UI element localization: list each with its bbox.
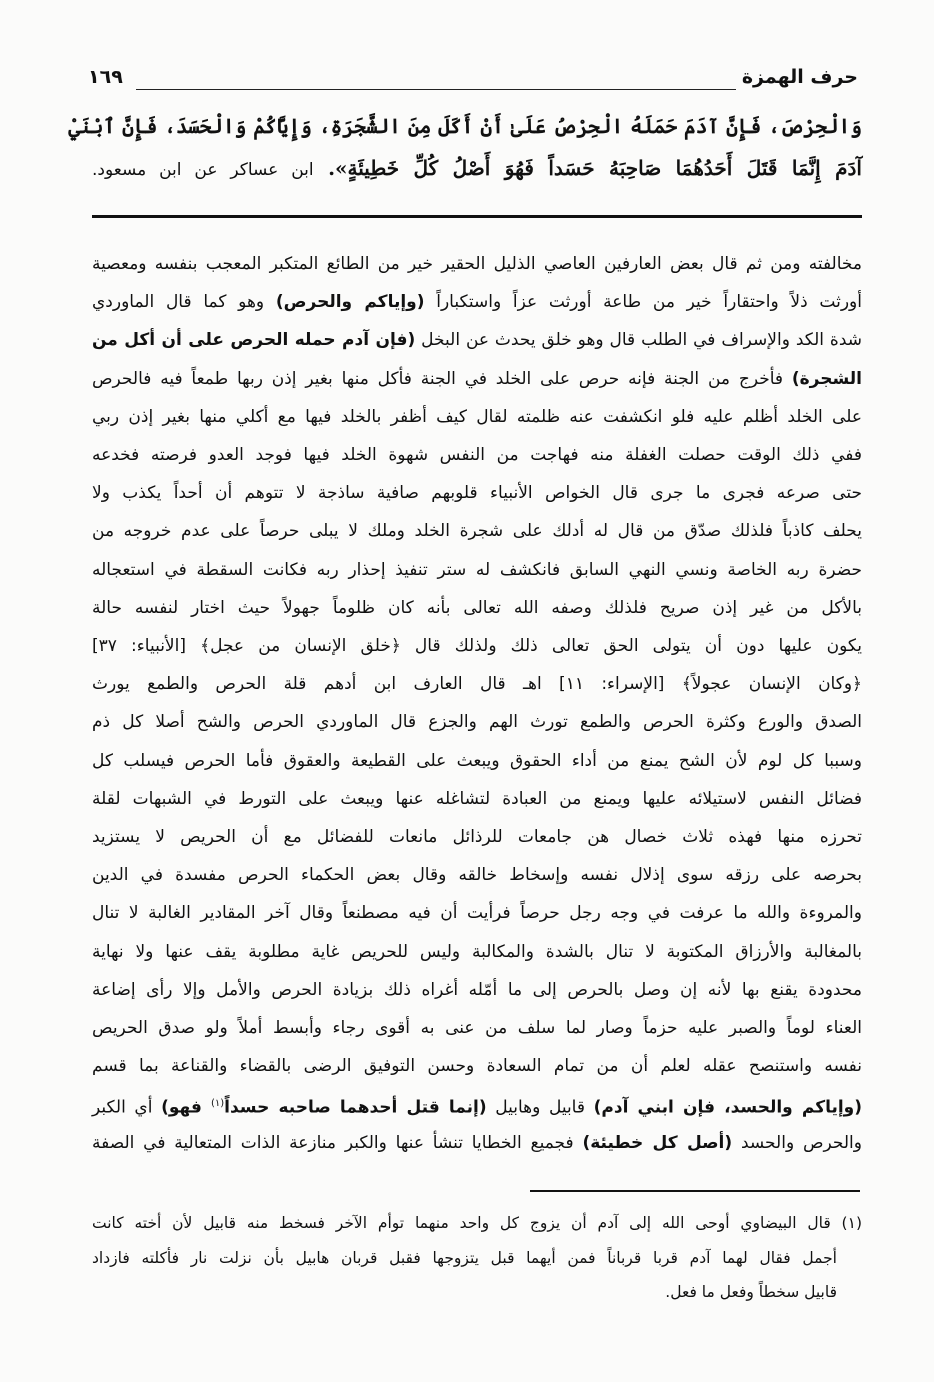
hadith-quote: (إنما قتل أحدهما صاحبه حسداً [224, 1098, 487, 1119]
body-line [92, 443, 862, 467]
body-line [92, 749, 862, 773]
body-line [92, 1054, 862, 1078]
body-line [92, 367, 862, 391]
hadith-line [92, 156, 862, 180]
body-line [92, 290, 862, 314]
body-text: قابيل وهابيل [486, 1098, 594, 1119]
body-text: حضرة ربه الخاصة ونسي النهي السابق فانكشف له ستر تنفيذ إحذار ربه فكانت السقطة في استعجاله [92, 559, 862, 580]
body-text: مخالفته ومن ثم قال بعض العارفين العاصي الذليل الحقير خير من الطائع المتكبر المعجب بنفسه ومعصية [92, 254, 862, 274]
body-text: فأخرج من الجنة فإنه حرص على الخلد في الجنة فأكل منها بغير إذن ربها طمعاً فيه فالحرص [92, 368, 792, 389]
footnote-line: (١) قال البيضاوي أوحى الله إلى آدم أن يزوج كل واحد منهما توأم الآخر فسخط منه قابيل لأن أخته كانت [92, 1214, 862, 1232]
body-line [92, 901, 862, 925]
body-text: بحرصه على رزقه سوى إذلال نفسه وإسخاط خالقه وقال بعض الحكماء الحرص مفسدة في الدين [92, 865, 862, 886]
body-text: وسببا كل لوم لأن الشح يمنع من أداء الحقوق ويبعث على القطيعة والعقوق فأما الحرص فيسلب كل [92, 750, 862, 771]
hadith-line: وَالْحِرْصَ، فَإِنَّ آدَمَ حَمَلَهُ الْحِرْصُ عَلَىٰ أَنْ أَكَلَ مِنَ الشَّجَرَةِ، وَإِيَّاكُمْ وَالْحَسَدَ، فَإِنَّ ٱبْنَيْ [68, 114, 862, 138]
footnote-line: قابيل سخطاً وفعل ما فعل. [665, 1283, 837, 1301]
hadith-quote: فهو) [161, 1098, 211, 1119]
body-text: شدة الكد والإسراف في الطلب قال وهو خلق يحدث عن البخل [415, 330, 862, 351]
body-text: الصدق والورع وكثرة الحرص والطمع تورث الهم والجزع قال الماوردي الحرص والشح أصلا كل ذم [92, 712, 862, 733]
body-line [92, 1092, 862, 1120]
body-line [92, 863, 862, 887]
body-line [92, 328, 862, 352]
body-text: أورثت ذلاً واحتقاراً خير من طاعة أورثت عزاً واستكباراً [424, 292, 862, 313]
body-text: العناء لوماً والصبر عليه حزماً وصار لما سلف من عنى به أقوى رجاء وأبسط أملاً ولو صدق الحريص [92, 1018, 862, 1038]
body-text: بالمغالبة والأرزاق المكتوبة لا تنال بالشدة والمكالبة وليس للحريص غاية مطلوبة يقف عنها ولا نهاية [92, 941, 862, 962]
footnote-line: أجمل فقال لهما آدم قربا قرباناً فمن أيهما قبل يتزوجها فقبل قربان هابيل بأن نزلت نار فأكلته فازداد [92, 1249, 837, 1267]
body-text: بالأكل من غير إذن صريح فلذلك وصفه الله تعالى بأنه كان ظلوماً جهولاً حيث اختار لنفسه حالة [92, 597, 862, 618]
hadith-quote: الشجرة) [791, 368, 862, 389]
body-line [92, 634, 862, 658]
body-line [92, 519, 862, 543]
body-text: فجميع الخطايا تنشأ عنها والكبر منازعة الذات المتعالية في الصفة [92, 1132, 583, 1153]
body-line [92, 1131, 862, 1155]
body-line [92, 252, 862, 276]
header-rule [136, 89, 736, 90]
body-line [92, 1016, 862, 1040]
body-line [92, 825, 862, 849]
body-text: فضائل النفس لاستيلائه عليها ويمنع من العبادة لتشاغله عنها ويبعث على التورط في الشبهات لقلة [92, 788, 862, 809]
body-text: على الخلد أظلم عليه فلو انكشفت عنه ظلمته لقال كيف أظفر بالخلد فيها مع أكلي منها بغير إذن ربي [92, 406, 862, 427]
hadith-source: ابن عساكر عن ابن مسعود. [92, 160, 314, 180]
body-text: يحلف كاذباً فلذلك صدّق من قال له أدلك على شجرة الخلد وملك لا يبلى حرصاً على عدم خروجه من [92, 521, 862, 542]
body-text: والمروءة والله ما عرفت في وجه رجل حرصاً فرأيت أن فيه مصطنعاً وقال آخر المقادير الغالبة لا تنال [92, 903, 862, 924]
section-divider [92, 215, 862, 218]
body-line [92, 596, 862, 620]
body-text: نفسه واستنصح عقله لعلم أن من تمام السعادة وحسن التوفيق الرضى بالقضاء والقناعة بما قسم [92, 1056, 862, 1077]
body-text: تحرزه منها فهذه ثلاث خصال هن جامعات للرذائل مانعات للفضائل مع أن الحريص لا يستزيد [92, 827, 862, 847]
footnote-rule [530, 1190, 860, 1192]
body-line [92, 481, 862, 505]
body-text: وهو كما قال الماوردي [92, 292, 276, 313]
body-text: حتى صرعه فجرى ما جرى قال الخواص الأنبياء قلوبهم صافية ساذجة لا تتوهم أن أحداً يكذب ولا [92, 483, 862, 504]
body-line [92, 978, 862, 1002]
hadith-quote: (أصل كل خطيئة) [582, 1132, 733, 1153]
body-line [92, 558, 862, 582]
body-text: ففي ذلك الوقت حصلت الغفلة منه فهاجت من النفس شهوة الخلد فيها فوجد العدو فرصته فخدعه [92, 445, 862, 465]
body-line [92, 405, 862, 429]
body-line [92, 787, 862, 811]
hadith-quote: (وإياكم والحرص) [275, 292, 425, 313]
body-text: يكون عليها دون أن يتولى الحق تعالى ذلك ولذلك قال ﴿خلق الإنسان من عجل﴾ [الأنبياء: ٣٧] [92, 636, 862, 656]
page-number: ١٦٩ [88, 66, 123, 88]
hadith-text: آدَمَ إِنَّمَا قَتَلَ أَحَدُهُمَا صَاحِبَهُ حَسَداً فَهُوَ أَصْلُ كُلِّ خَطِيئَةٍ». [328, 156, 862, 180]
body-text: والحرص والحسد [732, 1132, 862, 1153]
footnote-marker: (١) [210, 1098, 225, 1110]
body-line [92, 710, 862, 734]
body-text: ﴿وكان الإنسان عجولاً﴾ [الإسراء: ١١] اهـ قال العارف ابن أدهم قلة الحرص والطمع يورث [92, 674, 863, 695]
body-line [92, 940, 862, 964]
body-text: أي الكبر [92, 1098, 162, 1119]
hadith-quote: (وإياكم والحسد، فإن ابني آدم) [593, 1098, 863, 1119]
body-text: محدودة يقنع بها لأنه إن وصل بالحرص إلى ما أمّله أغراه ذلك بزيادة الحرص والأمل وإلا رأى إضاعة [92, 979, 862, 1000]
hadith-quote: (فإن آدم حمله الحرص على أن أكل من [92, 330, 416, 351]
running-header-title: حرف الهمزة [741, 66, 858, 88]
body-line [92, 672, 862, 696]
